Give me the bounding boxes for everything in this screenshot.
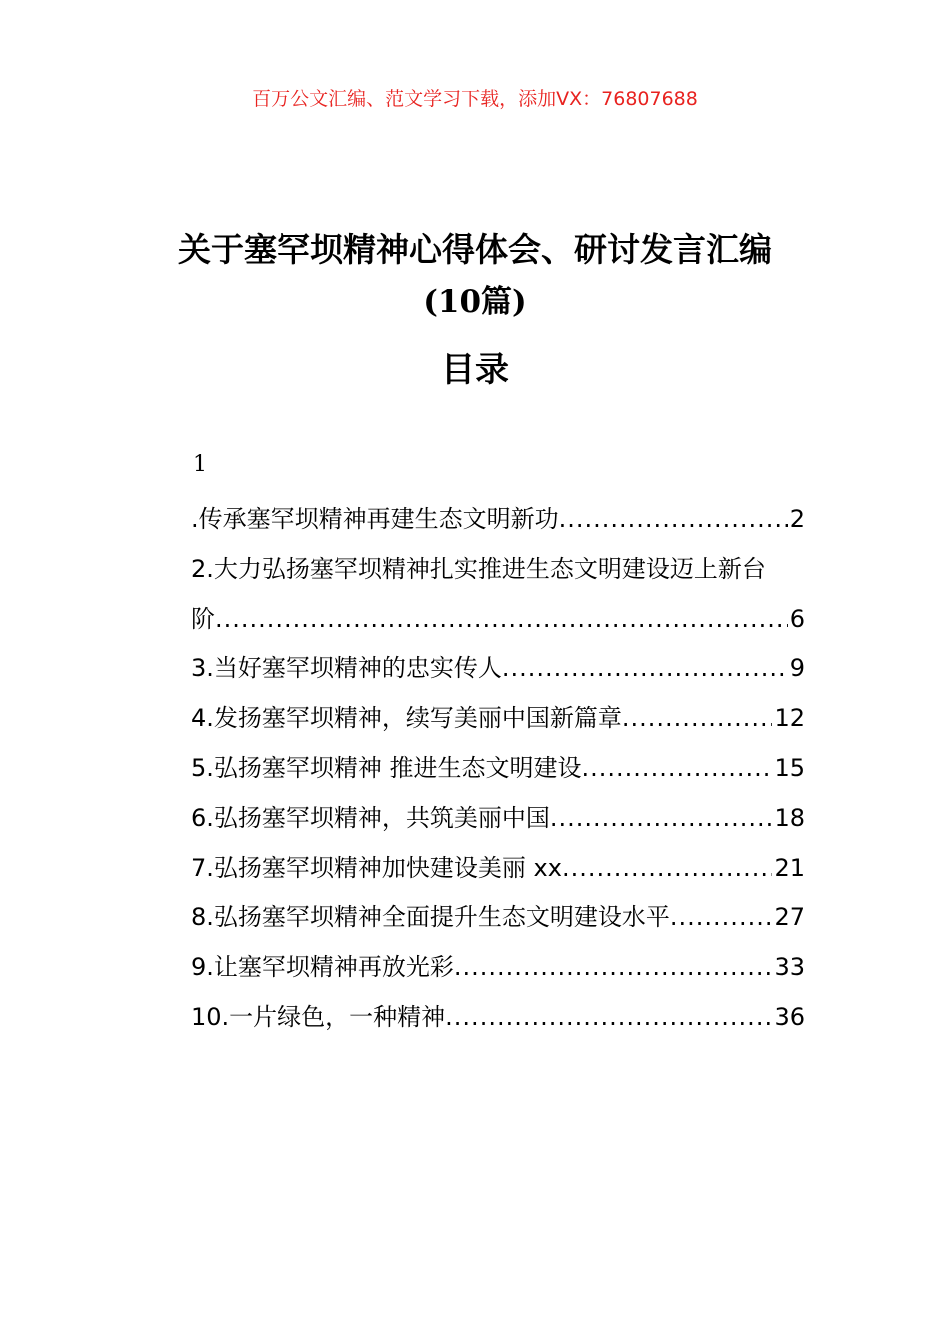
toc-entry-6[interactable] — [191, 794, 805, 844]
toc-entry-page: 12 — [774, 704, 805, 733]
toc-entry-page: 21 — [774, 853, 805, 882]
toc-entry-page: 15 — [774, 753, 805, 782]
document-title: 关于塞罕坝精神心得体会、研讨发言汇编 — [178, 230, 772, 269]
toc-entry-title: 阶 — [191, 604, 215, 633]
toc-entry-3[interactable] — [191, 644, 805, 694]
toc-leader-dots — [454, 943, 773, 993]
toc-entry-title: .传承塞罕坝精神再建生态文明新功 — [191, 505, 559, 533]
toc-entry-title: 5.弘扬塞罕坝精神 推进生态文明建设 — [191, 753, 582, 782]
document-subtitle-count: (10篇) — [423, 284, 527, 320]
toc-entry-title: 10.一片绿色，一种精神 — [191, 1002, 446, 1031]
toc-entry-4[interactable] — [191, 694, 805, 744]
toc-leader-dots — [550, 794, 773, 844]
toc-entry-5[interactable] — [191, 744, 805, 794]
toc-entry-2[interactable] — [191, 545, 805, 595]
toc-entry-7[interactable] — [191, 844, 805, 894]
toc-leader-dots — [215, 595, 788, 645]
toc-entry-page: 9 — [789, 654, 805, 683]
toc-entry-title: 9.让塞罕坝精神再放光彩 — [191, 953, 454, 982]
toc-entry-8[interactable] — [191, 893, 805, 943]
toc-list — [191, 495, 805, 1043]
toc-entry-page: 2 — [789, 505, 805, 533]
toc-first-number: 1 — [193, 452, 207, 477]
toc-entry-title: 3.当好塞罕坝精神的忠实传人 — [191, 654, 502, 683]
header-banner: 百万公文汇编、范文学习下载，添加VX：76807688 — [252, 88, 698, 110]
toc-entry-9[interactable] — [191, 943, 805, 993]
toc-leader-dots — [502, 644, 788, 694]
toc-entry-page: 6 — [789, 604, 805, 633]
toc-entry-2-continued[interactable] — [191, 595, 805, 645]
toc-entry-10[interactable] — [191, 993, 805, 1043]
toc-entry-page: 27 — [774, 903, 805, 932]
toc-leader-dots — [670, 893, 773, 943]
toc-leader-dots — [445, 993, 772, 1043]
toc-leader-dots — [582, 744, 773, 794]
toc-leader-dots — [562, 844, 773, 894]
toc-entry-page: 36 — [774, 1002, 805, 1031]
toc-entry-title: 8.弘扬塞罕坝精神全面提升生态文明建设水平 — [191, 903, 670, 932]
toc-entry-page: 18 — [774, 803, 805, 832]
toc-leader-dots — [559, 495, 788, 545]
toc-entry-title: 6.弘扬塞罕坝精神，共筑美丽中国 — [191, 803, 550, 832]
toc-entry-title: 2.大力弘扬塞罕坝精神扎实推进生态文明建设迈上新台 — [191, 554, 766, 583]
toc-entry-1[interactable] — [191, 495, 805, 545]
toc-entry-page: 33 — [774, 953, 805, 982]
toc-heading: 目录 — [441, 350, 509, 390]
toc-entry-title: 4.发扬塞罕坝精神，续写美丽中国新篇章 — [191, 704, 622, 733]
toc-leader-dots — [622, 694, 773, 744]
toc-entry-title: 7.弘扬塞罕坝精神加快建设美丽 xx — [191, 853, 562, 882]
